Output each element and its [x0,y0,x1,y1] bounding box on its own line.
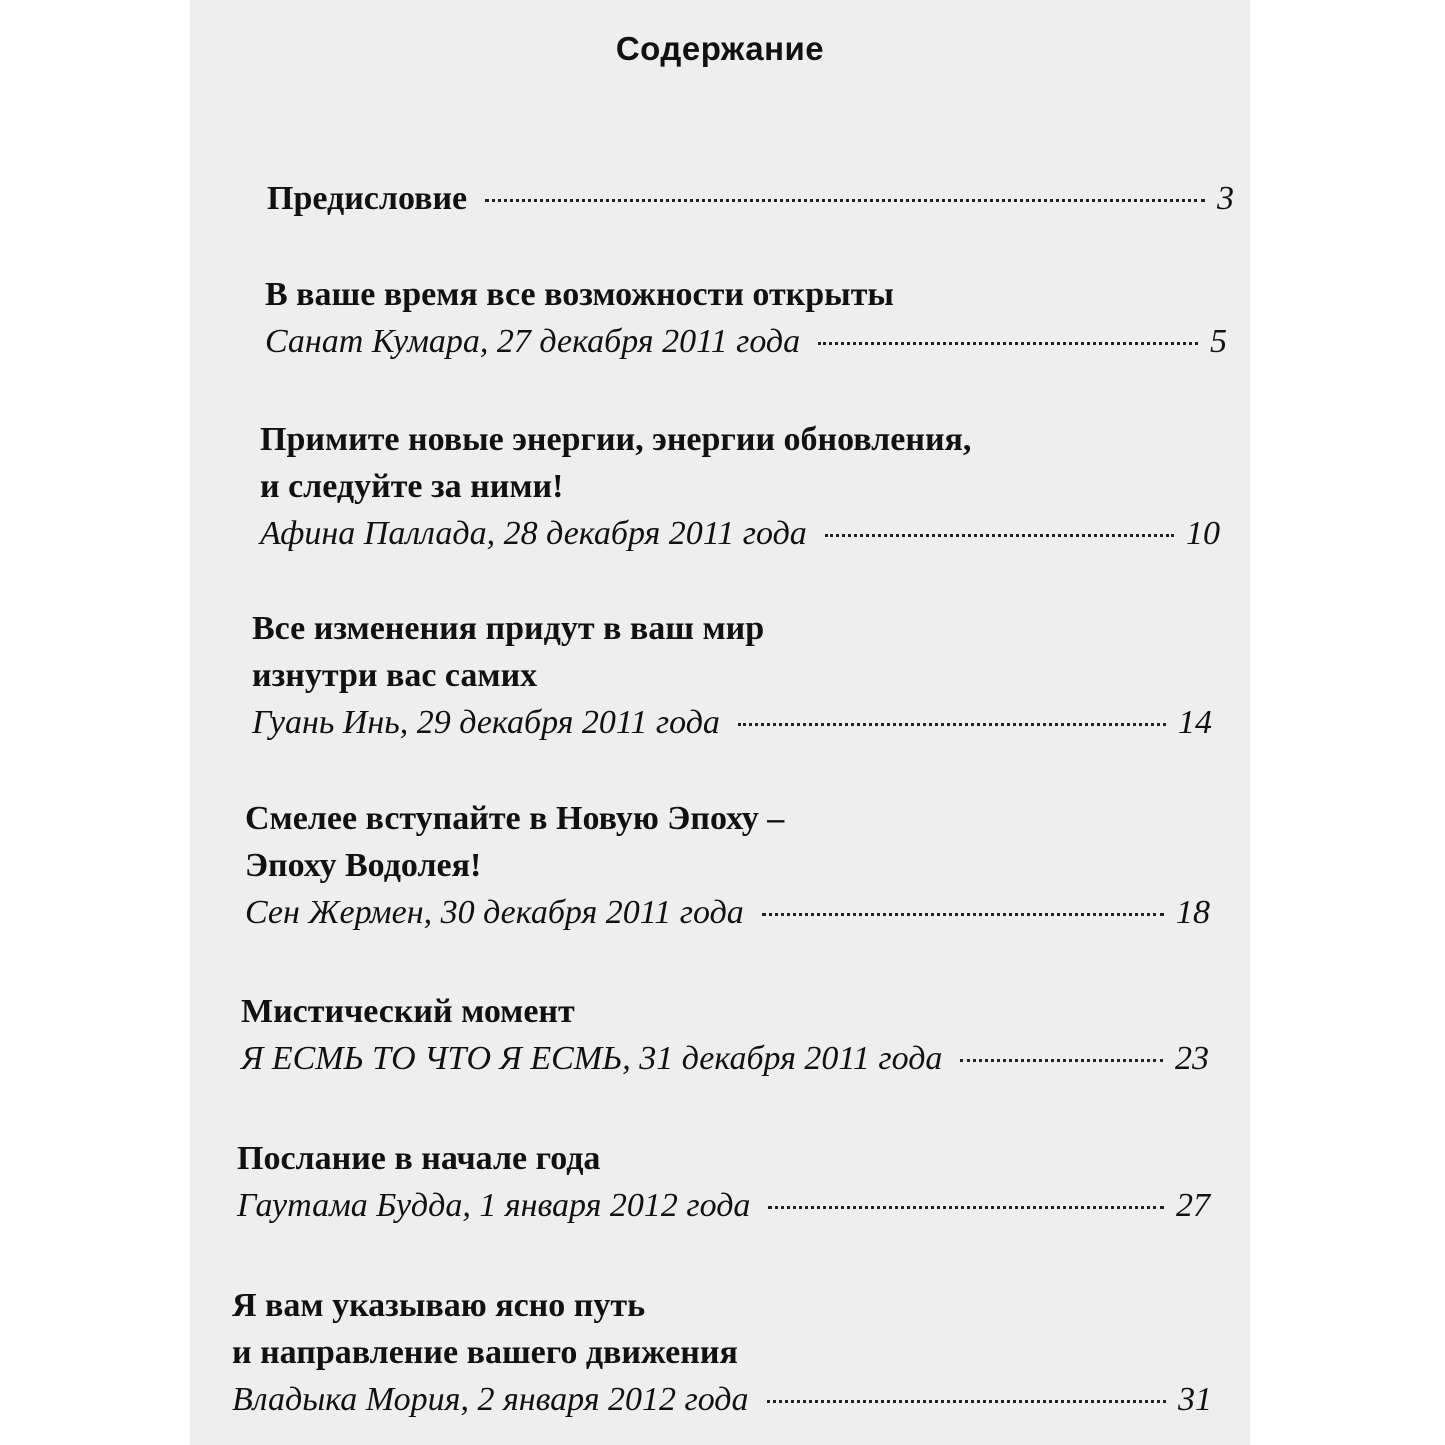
toc-title: Эпоху Водолея! [245,847,482,884]
toc-entry-preface [267,175,1234,222]
toc-entry [237,1135,1210,1229]
author-date: Я ЕСМЬ ТО ЧТО Я ЕСМЬ, 31 декабря 2011 года [241,1040,943,1077]
author-date: Гуань Инь, 29 декабря 2011 года [252,704,720,741]
toc-title: Все изменения придут в ваш мир [252,610,765,647]
toc-title: Мистический момент [241,993,575,1030]
toc-entry [232,1282,1212,1423]
toc-title: и следуйте за ними! [260,468,564,505]
page-number: 23 [1175,1040,1209,1077]
toc-title: Я вам указываю ясно путь [232,1287,646,1324]
dot-leader [762,913,1164,916]
page-number: 10 [1186,515,1220,552]
author-date: Санат Кумара, 27 декабря 2011 года [265,323,801,360]
dot-leader [767,1400,1166,1403]
toc-row [245,889,1210,936]
toc-title: Послание в начале года [237,1140,601,1177]
toc-title: Смелее вступайте в Новую Эпоху – [245,800,785,837]
dot-leader [960,1059,1163,1062]
page-number: 5 [1210,323,1227,360]
author-date: Гаутама Будда, 1 января 2012 года [237,1187,751,1224]
toc-row [265,318,1227,365]
page-number: 27 [1176,1187,1210,1224]
dot-leader [768,1206,1164,1209]
toc-row [241,1035,1209,1082]
book-page [190,0,1250,1445]
page-number: 31 [1178,1381,1212,1418]
dot-leader [818,342,1198,345]
toc-title: Примите новые энергии, энергии обновления, [260,421,972,458]
toc-entry [245,795,1210,936]
toc-row [237,1182,1210,1229]
toc-entry [252,605,1212,746]
toc-entry [241,988,1209,1082]
toc-title: изнутри вас самих [252,657,538,694]
toc-entry [260,416,1220,557]
toc-row [267,175,1234,222]
toc-title: и направление вашего движения [232,1334,738,1371]
author-date: Афина Паллада, 28 декабря 2011 года [260,515,807,552]
toc-title: Предисловие [267,180,468,217]
toc-row [232,1376,1212,1423]
toc-title: В ваше время все возможности открыты [265,276,894,313]
contents-heading: Содержание [615,30,825,67]
author-date: Владыка Мория, 2 января 2012 года [232,1381,749,1418]
toc-entry [265,271,1227,365]
author-date: Сен Жермен, 30 декабря 2011 года [245,894,744,931]
dot-leader [738,723,1166,726]
dot-leader [825,534,1174,537]
toc-row [260,510,1220,557]
dot-leader [485,199,1205,202]
page-number: 14 [1178,704,1212,741]
toc-row [252,699,1212,746]
page-number: 3 [1217,180,1234,217]
page-number: 18 [1176,894,1210,931]
